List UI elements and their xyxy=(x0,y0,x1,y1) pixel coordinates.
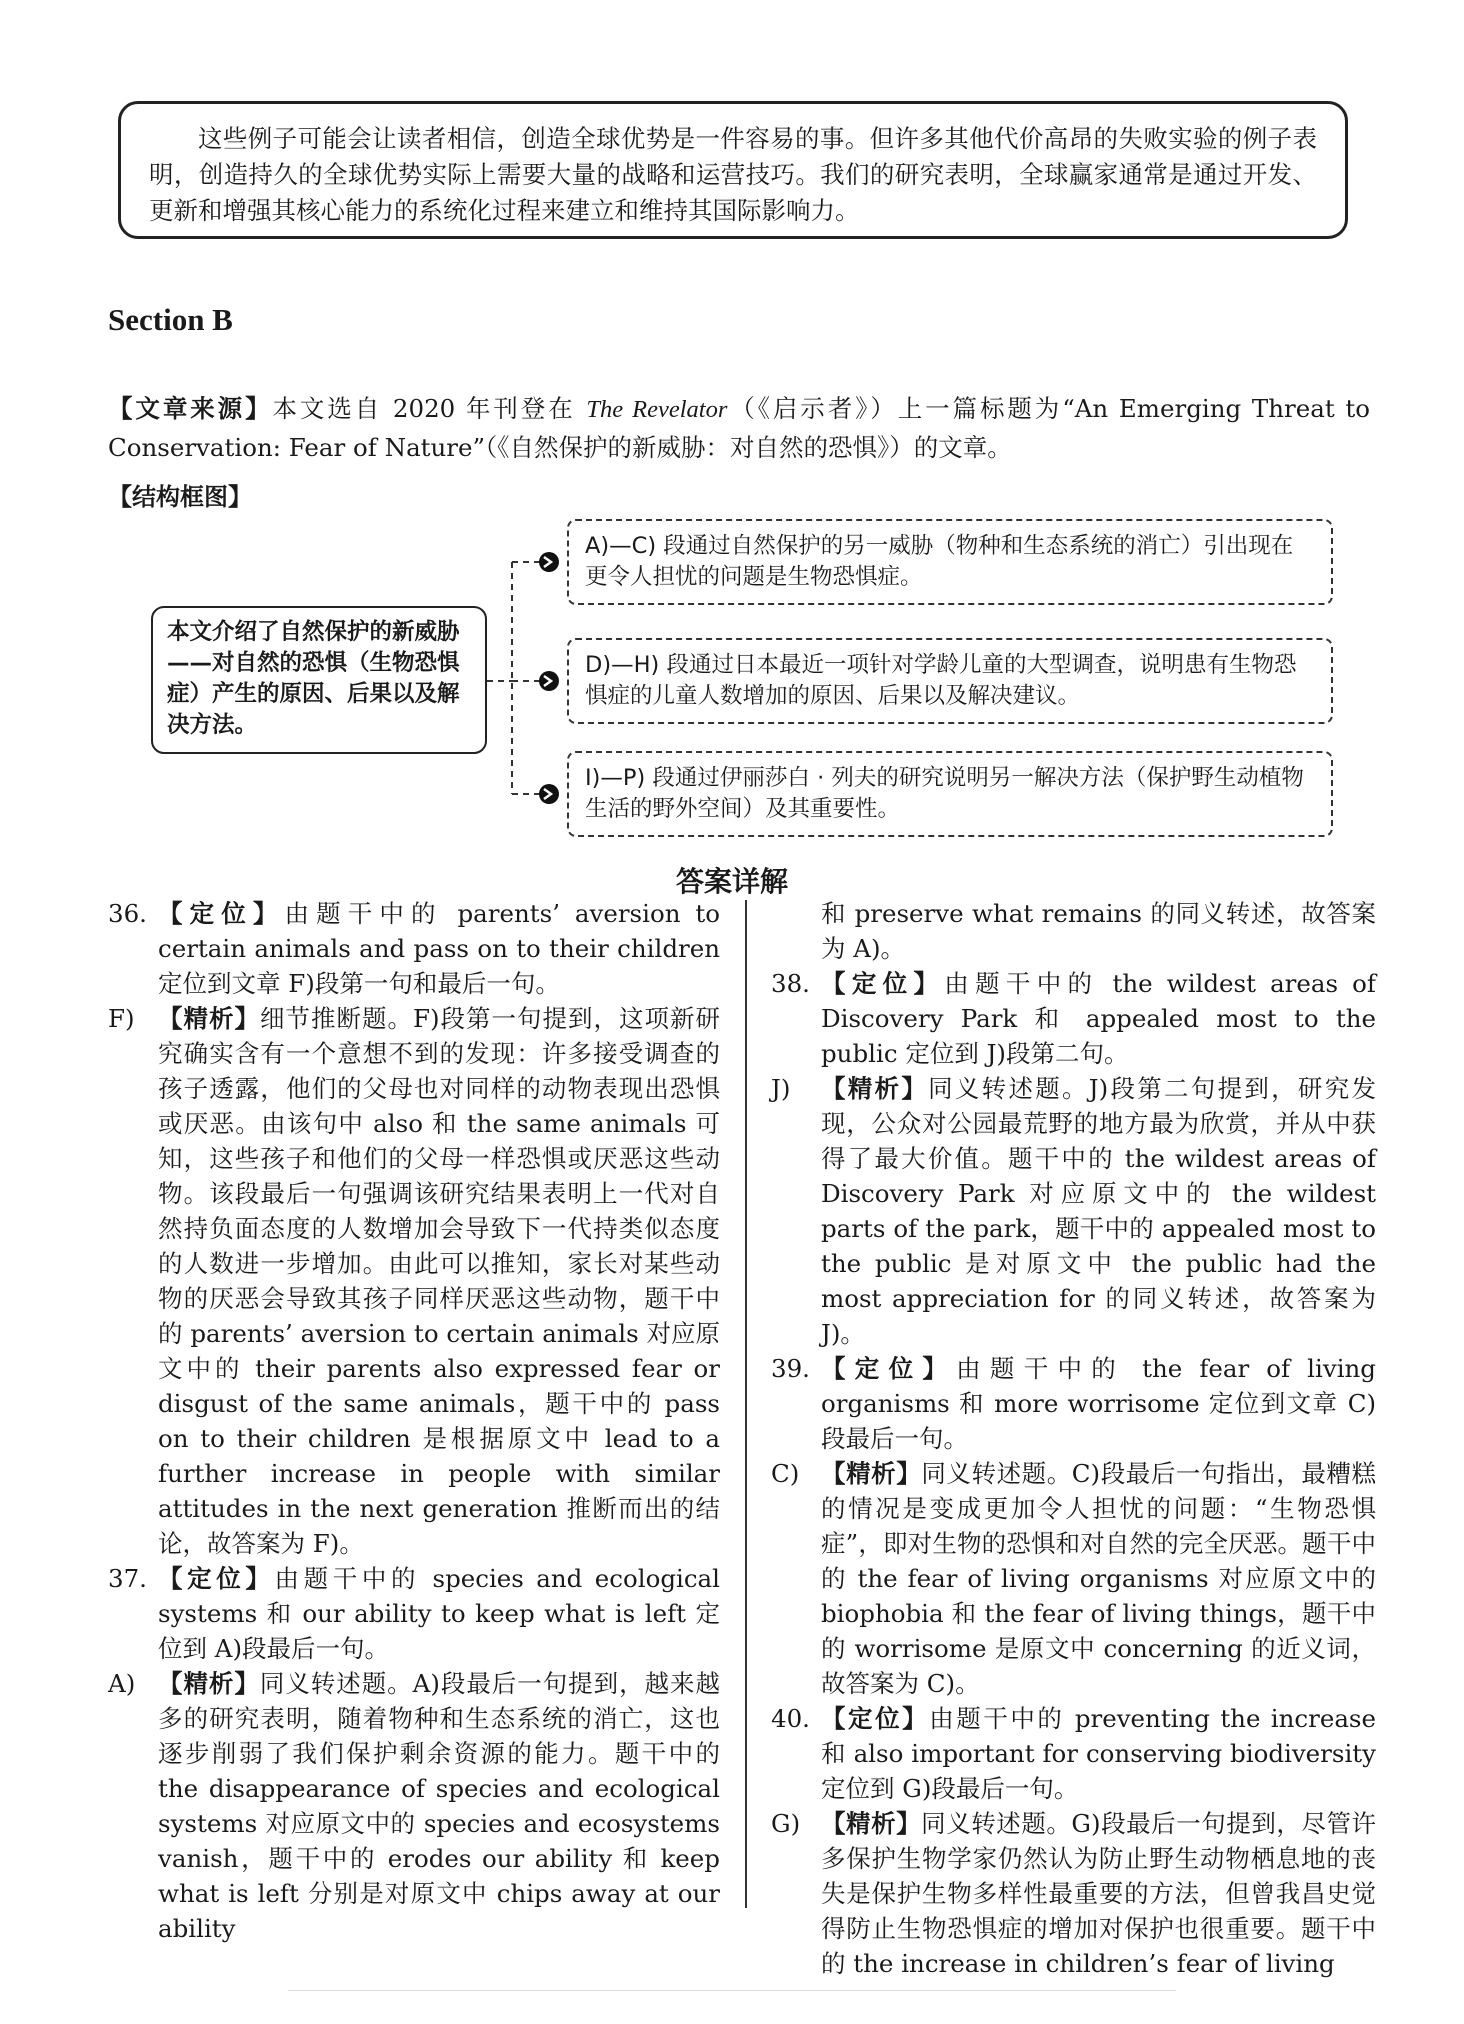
entry-keyword: 【精析】 xyxy=(821,1459,922,1488)
answer-entry xyxy=(771,966,1376,1071)
source-text-before: 本文选自 2020 年刊登在 xyxy=(272,394,587,423)
entry-number: J) xyxy=(771,1074,791,1103)
answer-title: 答案详解 xyxy=(675,865,788,898)
entry-text: 由题干中的 the wildest areas of Discovery Park 和 appealed most to the public 定位到 J)段第二句。 xyxy=(821,969,1376,1068)
answer-entry xyxy=(771,1806,1376,1981)
entry-keyword: 【精析】 xyxy=(158,1669,260,1698)
entry-number: C) xyxy=(771,1459,800,1488)
entry-keyword: 【定位】 xyxy=(158,1564,275,1593)
answer-entry xyxy=(771,1351,1376,1456)
structure-label: 【结构框图】 xyxy=(108,482,252,511)
entry-keyword: 【定位】 xyxy=(158,899,285,928)
entry-keyword: 【定位】 xyxy=(821,1354,957,1383)
entry-text: 由题干中的 the fear of living organisms 和 more worrisome 定位到文章 C)段最后一句。 xyxy=(821,1354,1376,1453)
entry-number: 38. xyxy=(771,969,810,998)
entry-number: 37. xyxy=(108,1564,147,1593)
entry-number: 40. xyxy=(771,1704,810,1733)
entry-keyword: 【精析】 xyxy=(821,1809,922,1838)
answers-left-column xyxy=(108,896,720,1946)
entry-number: 39. xyxy=(771,1354,810,1383)
summary-paragraph: 这些例子可能会让读者相信，创造全球优势是一件容易的事。但许多其他代价高昂的失败实验的例子表明，创造持久的全球优势实际上需要大量的战略和运营技巧。我们的研究表明，全球赢家通常是通过开发、更新和增强其核心能力的系统化过程来建立和维持其国际影响力。 xyxy=(149,124,1317,225)
entry-text: 同义转述题。A)段最后一句提到，越来越多的研究表明，随着物种和生态系统的消亡，这也逐步削弱了我们保护剩余资源的能力。题干中的 the disappearance of species and ecological systems 对应原文中的 species and ecosystems vanish，题干中的 erodes our ability 和 keep what is left 分别是对原文中 chips away at our ability xyxy=(158,1669,721,1943)
entry-number: 36. xyxy=(108,899,147,928)
structure-branch-1: A)—C) 段通过自然保护的另一威胁（物种和生态系统的消亡）引出现在更令人担忧的问题是生物恐惧症。 xyxy=(567,519,1333,605)
source-text-after: （《启示者》）上一篇标题为“An Emerging Threat to Conservation: Fear of Nature”（《自然保护的新威胁：对自然的恐惧》）的文章。 xyxy=(108,394,1370,462)
structure-branch-2: D)—H) 段通过日本最近一项针对学龄儿童的大型调查，说明患有生物恐惧症的儿童人数增加的原因、后果以及解决建议。 xyxy=(567,638,1333,724)
source-journal: The Revelator xyxy=(586,396,728,423)
structure-branch-3: I)—P) 段通过伊丽莎白 · 列夫的研究说明另一解决方法（保护野生动植物生活的野外空间）及其重要性。 xyxy=(567,751,1333,837)
entry-keyword: 【定位】 xyxy=(821,969,945,998)
entry-keyword: 【精析】 xyxy=(158,1004,260,1033)
entry-text: 同义转述题。C)段最后一句指出，最糟糕的情况是变成更加令人担忧的问题：“生物恐惧症”，即对生物的恐惧和对自然的完全厌恶。题干中的 the fear of living organisms 对应原文中的 biophobia 和 the fear of living things，题干中的 worrisome 是原文中 concerning 的近义词，故答案为 C)。 xyxy=(821,1459,1376,1698)
entry-number: G) xyxy=(771,1809,801,1838)
entry-number: F) xyxy=(108,1004,135,1033)
answer-entry xyxy=(108,1001,720,1561)
entry-text: 同义转述题。G)段最后一句提到，尽管许多保护生物学家仍然认为防止野生动物栖息地的丧失是保护生物多样性最重要的方法，但曾我昌史觉得防止生物恐惧症的增加对保护也很重要。题干中的 the increase in children’s fear of living xyxy=(821,1809,1376,1978)
answers-right-column xyxy=(771,896,1376,1981)
footer-rule xyxy=(288,1990,1176,1991)
entry-number: A) xyxy=(108,1669,136,1698)
answer-entry xyxy=(771,1701,1376,1806)
entry-keyword: 【精析】 xyxy=(821,1074,929,1103)
section-title: Section B xyxy=(108,302,233,337)
entry-text: 由题干中的 parents’ aversion to certain animals and pass on to their children 定位到文章 F)段第一句和最后一句。 xyxy=(158,899,720,998)
entry-keyword: 【定位】 xyxy=(821,1704,930,1733)
answer-entry xyxy=(771,1071,1376,1351)
continuation-text: 和 preserve what remains 的同义转述，故答案为 A)。 xyxy=(821,899,1376,963)
source-tag: 【文章来源】 xyxy=(108,394,273,423)
answer-entry xyxy=(108,1561,720,1666)
column-divider xyxy=(745,900,747,1908)
structure-main-box: 本文介绍了自然保护的新威胁——对自然的恐惧（生物恐惧症）产生的原因、后果以及解决方法。 xyxy=(151,606,487,754)
entry-text: 同义转述题。J)段第二句提到，研究发现，公众对公园最荒野的地方最为欣赏，并从中获得了最大价值。题干中的 the wildest areas of Discovery Park 对应原文中的 the wildest parts of the park，题干中的 appealed most to the public 是对原文中 the public had the most appreciation for 的同义转述，故答案为 J)。 xyxy=(821,1074,1376,1348)
entry-text: 细节推断题。F)段第一句提到，这项新研究确实含有一个意想不到的发现：许多接受调查的孩子透露，他们的父母也对同样的动物表现出恐惧或厌恶。由该句中 also 和 the same animals 可知，这些孩子和他们的父母一样恐惧或厌恶这些动物。该段最后一句强调该研究结果表明上一代对自然持负面态度的人数增加会导致下一代持类似态度的人数进一步增加。由此可以推知，家长对某些动物的厌恶会导致其孩子同样厌恶这些动物，题干中的 parents’ aversion to certain animals 对应原文中的 their parents also expressed fear or disgust of the same animals，题干中的 pass on to their children 是根据原文中 lead to a further increase in people with similar attitudes in the next generation 推断而出的结论，故答案为 F)。 xyxy=(158,1004,721,1558)
answer-entry xyxy=(108,1666,720,1946)
entry-text: 由题干中的 species and ecological systems 和 our ability to keep what is left 定位到 A)段最后一句。 xyxy=(158,1564,720,1663)
entry-text: 由题干中的 preventing the increase 和 also important for conserving biodiversity 定位到 G)段最后一句。 xyxy=(821,1704,1377,1803)
answer-entry xyxy=(108,896,720,1001)
answer-entry xyxy=(771,1456,1376,1701)
